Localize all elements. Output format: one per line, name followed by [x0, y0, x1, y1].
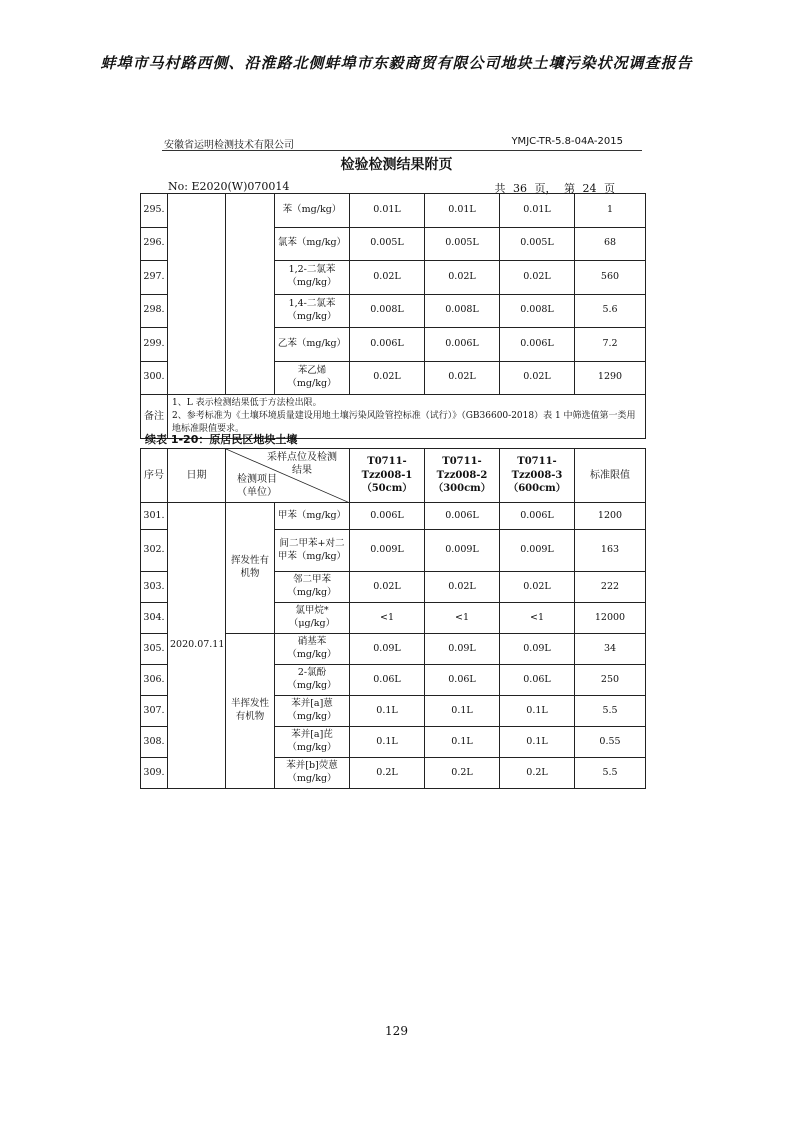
standard-limit: 1200 — [575, 503, 646, 530]
row-number: 295. — [141, 194, 168, 228]
category-semivolatile: 半挥发性有机物 — [226, 634, 275, 789]
row-number: 299. — [141, 328, 168, 362]
test-item: 苯并[a]蒽（mg/kg） — [275, 696, 350, 727]
standard-limit: 1 — [575, 194, 646, 228]
notes-label: 备注 — [141, 395, 168, 439]
test-item: 2-氯酚（mg/kg） — [275, 665, 350, 696]
sample-1-value: 0.2L — [350, 758, 425, 789]
sample-1-value: <1 — [350, 603, 425, 634]
note-1: 1、L 表示检测结果低于方法检出限。 — [172, 398, 322, 408]
test-item: 苯乙烯（mg/kg） — [275, 361, 350, 395]
document-number: No: E2020(W)070014 — [168, 180, 290, 193]
sample-1-value: 0.02L — [350, 572, 425, 603]
test-item: 苯并[a]芘（mg/kg） — [275, 727, 350, 758]
sample-2-value: 0.009L — [425, 530, 500, 572]
sample-3-value: 0.006L — [500, 328, 575, 362]
sample-3-value: 0.009L — [500, 530, 575, 572]
sample-1-value: 0.005L — [350, 227, 425, 261]
test-item: 邻二甲苯（mg/kg） — [275, 572, 350, 603]
test-item: 苯并[b]荧蒽（mg/kg） — [275, 758, 350, 789]
sample-2-value: 0.02L — [425, 361, 500, 395]
sample-3-value: 0.01L — [500, 194, 575, 228]
header-limit: 标准限值 — [575, 449, 646, 503]
standard-limit: 7.2 — [575, 328, 646, 362]
row-number: 302. — [141, 530, 168, 572]
results-table-1-body — [141, 194, 646, 439]
header-diagonal-cell — [226, 449, 350, 503]
sample-2-value: 0.1L — [425, 727, 500, 758]
standard-limit: 34 — [575, 634, 646, 665]
test-item: 1,2-二氯苯（mg/kg） — [275, 261, 350, 295]
sample-3-value: 0.02L — [500, 572, 575, 603]
table-row — [141, 503, 646, 530]
sample-2-value: 0.02L — [425, 572, 500, 603]
standard-limit: 5.5 — [575, 696, 646, 727]
sample-3-value: 0.006L — [500, 503, 575, 530]
header-test-item: 检测项目（单位） — [237, 474, 277, 498]
sample-3-value: <1 — [500, 603, 575, 634]
sample-1-value: 0.09L — [350, 634, 425, 665]
test-item: 氯苯（mg/kg） — [275, 227, 350, 261]
note-2: 2、参考标准为《土壤环境质量建设用地土壤污染风险管控标准（试行）》（GB36600-2018）表 1 中筛选值第一类用地标准限值要求。 — [172, 411, 636, 435]
results-table-1 — [140, 193, 646, 439]
row-number: 300. — [141, 361, 168, 395]
sample-2-value: 0.2L — [425, 758, 500, 789]
sample-1-value: 0.02L — [350, 261, 425, 295]
header-no: 序号 — [141, 449, 168, 503]
row-number: 303. — [141, 572, 168, 603]
standard-limit: 560 — [575, 261, 646, 295]
row-number: 306. — [141, 665, 168, 696]
row-number: 305. — [141, 634, 168, 665]
row-number: 297. — [141, 261, 168, 295]
sample-3-value: 0.06L — [500, 665, 575, 696]
standard-limit: 250 — [575, 665, 646, 696]
sample-1-value: 0.1L — [350, 696, 425, 727]
results-table-2-body — [141, 503, 646, 789]
date-cell — [168, 194, 226, 395]
test-item: 乙苯（mg/kg） — [275, 328, 350, 362]
sample-3-value: 0.1L — [500, 727, 575, 758]
row-number: 301. — [141, 503, 168, 530]
report-banner-title: 蚌埠市马村路西侧、沿淮路北侧蚌埠市东毅商贸有限公司地块土壤污染状况调查报告 — [100, 54, 693, 72]
page-info: 共 36 页， 第 24 页 — [494, 182, 615, 195]
sample-1-value: 0.06L — [350, 665, 425, 696]
header-sample-3: T0711-Tzz008-3（600cm） — [500, 449, 575, 503]
standard-limit: 12000 — [575, 603, 646, 634]
row-number: 298. — [141, 294, 168, 328]
sample-1-value: 0.009L — [350, 530, 425, 572]
page-number: 129 — [385, 1024, 408, 1038]
sample-2-value: 0.06L — [425, 665, 500, 696]
row-number: 308. — [141, 727, 168, 758]
sample-3-value: 0.02L — [500, 361, 575, 395]
row-number: 309. — [141, 758, 168, 789]
sample-2-value: <1 — [425, 603, 500, 634]
sample-3-value: 0.005L — [500, 227, 575, 261]
company-name: 安徽省运明检测技术有限公司 — [164, 140, 294, 151]
category-cell — [226, 194, 275, 395]
test-item: 苯（mg/kg） — [275, 194, 350, 228]
header-rule — [162, 150, 642, 151]
sample-2-value: 0.1L — [425, 696, 500, 727]
row-number: 307. — [141, 696, 168, 727]
sample-3-value: 0.02L — [500, 261, 575, 295]
sample-1-value: 0.006L — [350, 503, 425, 530]
sample-2-value: 0.008L — [425, 294, 500, 328]
sample-1-value: 0.02L — [350, 361, 425, 395]
sample-2-value: 0.01L — [425, 194, 500, 228]
sample-3-value: 0.2L — [500, 758, 575, 789]
sample-2-value: 0.02L — [425, 261, 500, 295]
standard-limit: 1290 — [575, 361, 646, 395]
sample-2-value: 0.005L — [425, 227, 500, 261]
sample-1-value: 0.006L — [350, 328, 425, 362]
sample-2-value: 0.006L — [425, 328, 500, 362]
sample-2-value: 0.006L — [425, 503, 500, 530]
document-code: YMJC-TR-5.8-04A-2015 — [511, 136, 623, 147]
test-item: 氯甲烷*（μg/kg） — [275, 603, 350, 634]
sample-1-value: 0.008L — [350, 294, 425, 328]
standard-limit: 5.6 — [575, 294, 646, 328]
sample-1-value: 0.01L — [350, 194, 425, 228]
standard-limit: 163 — [575, 530, 646, 572]
sample-3-value: 0.1L — [500, 696, 575, 727]
results-table-2 — [140, 448, 646, 789]
sample-2-value: 0.09L — [425, 634, 500, 665]
test-item: 间二甲苯+对二甲苯（mg/kg） — [275, 530, 350, 572]
standard-limit: 222 — [575, 572, 646, 603]
sample-3-value: 0.008L — [500, 294, 575, 328]
test-item: 1,4-二氯苯（mg/kg） — [275, 294, 350, 328]
test-item: 硝基苯（mg/kg） — [275, 634, 350, 665]
sample-3-value: 0.09L — [500, 634, 575, 665]
header-sample-2: T0711-Tzz008-2（300cm） — [425, 449, 500, 503]
header-sample-1: T0711-Tzz008-1（50cm） — [350, 449, 425, 503]
category-volatile: 挥发性有机物 — [226, 503, 275, 634]
row-number: 304. — [141, 603, 168, 634]
sample-1-value: 0.1L — [350, 727, 425, 758]
header-sample-points: 采样点位及检测结果 — [267, 452, 337, 476]
test-item: 甲苯（mg/kg） — [275, 503, 350, 530]
header-date: 日期 — [168, 449, 226, 503]
standard-limit: 0.55 — [575, 727, 646, 758]
date-cell: 2020.07.11 — [168, 503, 226, 789]
table-row — [141, 194, 646, 228]
standard-limit: 5.5 — [575, 758, 646, 789]
standard-limit: 68 — [575, 227, 646, 261]
row-number: 296. — [141, 227, 168, 261]
table-2-title: 续表 1-20：原居民区地块土壤 — [145, 433, 298, 446]
page-title: 检验检测结果附页 — [340, 157, 453, 173]
